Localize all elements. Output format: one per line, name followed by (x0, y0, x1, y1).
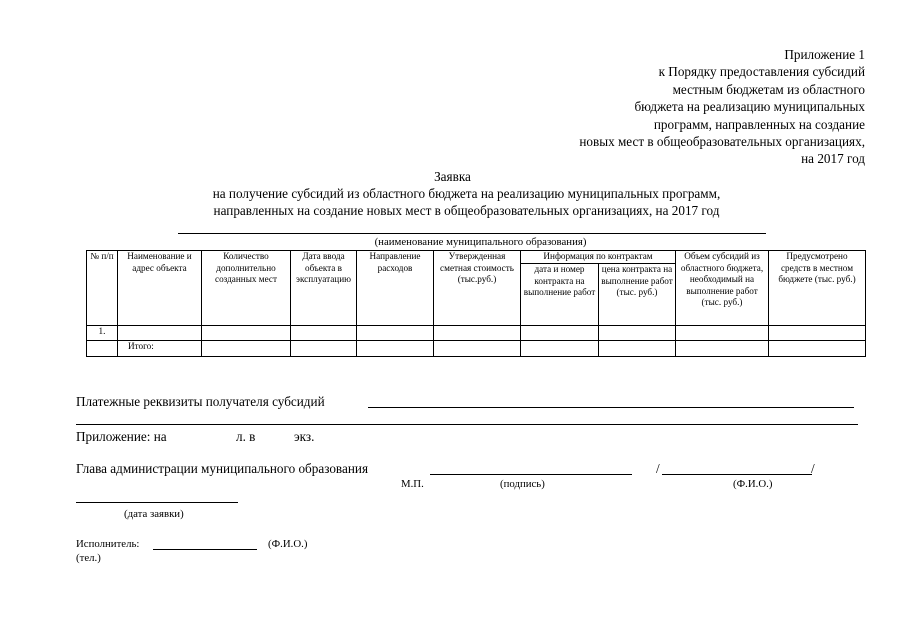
table-cell[interactable] (357, 341, 434, 357)
executor-fio-caption: (Ф.И.О.) (268, 538, 308, 550)
attachment-sheets: л. в (236, 429, 256, 444)
document-title (0, 168, 905, 219)
table-cell[interactable] (676, 341, 769, 357)
appendix-line: бюджета на реализацию муниципальных (634, 99, 865, 115)
head-label: Глава администрации муниципального образования (76, 461, 369, 476)
table-cell[interactable] (769, 341, 866, 357)
stamp-label: М.П. (401, 478, 424, 490)
signature-field[interactable] (430, 474, 632, 475)
table-cell[interactable] (676, 326, 769, 341)
table-cell (87, 341, 118, 357)
total-label: Итого: (118, 341, 202, 357)
request-date-caption: (дата заявки) (124, 508, 184, 520)
appendix-line: новых мест в общеобразовательных организациях, (579, 134, 865, 150)
payment-requisites-field[interactable] (368, 407, 854, 408)
appendix-line: местным бюджетам из областного (672, 81, 865, 97)
slash-right: / (811, 461, 815, 476)
header-contracts-info: Информация по контрактам (521, 251, 676, 264)
request-table (86, 250, 866, 357)
table-row (87, 326, 866, 341)
table-cell-num: 1. (87, 326, 118, 341)
header-local-budget: Предусмотрено средств в местном бюджете (тыс. руб.) (769, 251, 866, 326)
slash-left: / (656, 461, 660, 476)
title-heading: Заявка (434, 169, 471, 184)
table-cell[interactable] (599, 326, 676, 341)
appendix-line: программ, направленных на создание (653, 116, 865, 132)
header-estimated-cost: Утвержденная сметная стоимость (тыс.руб.) (434, 251, 521, 326)
header-num: № п/п (87, 251, 118, 326)
attachment-copies: экз. (294, 429, 315, 444)
table-cell[interactable] (202, 341, 291, 357)
header-places-count: Количество дополнительно созданных мест (202, 251, 291, 326)
table-row-total (87, 341, 866, 357)
appendix-block (579, 46, 865, 168)
table-cell[interactable] (599, 341, 676, 357)
executor-field[interactable] (153, 549, 257, 550)
table-cell[interactable] (521, 326, 599, 341)
table-cell[interactable] (434, 326, 521, 341)
title-line: направленных на создание новых мест в общеобразовательных организациях, на 2017 год (213, 203, 720, 218)
table-cell[interactable] (521, 341, 599, 357)
header-object-name: Наименование и адрес объекта (118, 251, 202, 326)
attachment-label: Приложение: на (76, 429, 167, 444)
signature-caption: (подпись) (500, 478, 545, 490)
request-date-field[interactable] (76, 502, 238, 503)
appendix-line: на 2017 год (801, 151, 865, 167)
fio-caption: (Ф.И.О.) (733, 478, 773, 490)
table-cell[interactable] (291, 326, 357, 341)
title-line: на получение субсидий из областного бюджета на реализацию муниципальных программ, (212, 186, 721, 201)
header-expense-direction: Направление расходов (357, 251, 434, 326)
payment-requisites-field-2[interactable] (76, 424, 858, 425)
executor-phone: (тел.) (76, 552, 101, 564)
appendix-line: Приложение 1 (784, 47, 865, 62)
table-cell[interactable] (291, 341, 357, 357)
municipality-caption: (наименование муниципального образования) (374, 236, 587, 248)
appendix-line: к Порядку предоставления субсидий (658, 64, 865, 80)
table-cell[interactable] (769, 326, 866, 341)
header-subsidy-amount: Объем субсидий из областного бюджета, необходимый на выполнение работ (тыс. руб.) (676, 251, 769, 326)
table-cell[interactable] (357, 326, 434, 341)
payment-requisites-label: Платежные реквизиты получателя субсидий (76, 394, 325, 409)
municipality-name-field[interactable] (178, 233, 766, 234)
executor-label: Исполнитель: (76, 538, 140, 550)
header-contract-date: дата и номер контракта на выполнение работ (521, 264, 599, 326)
table-cell[interactable] (434, 341, 521, 357)
fio-field[interactable] (662, 474, 812, 475)
header-commission-date: Дата ввода объекта в эксплуатацию (291, 251, 357, 326)
table-cell[interactable] (202, 326, 291, 341)
table-cell[interactable] (118, 326, 202, 341)
header-contract-price: цена контракта на выполнение работ (тыс. руб.) (599, 264, 676, 326)
